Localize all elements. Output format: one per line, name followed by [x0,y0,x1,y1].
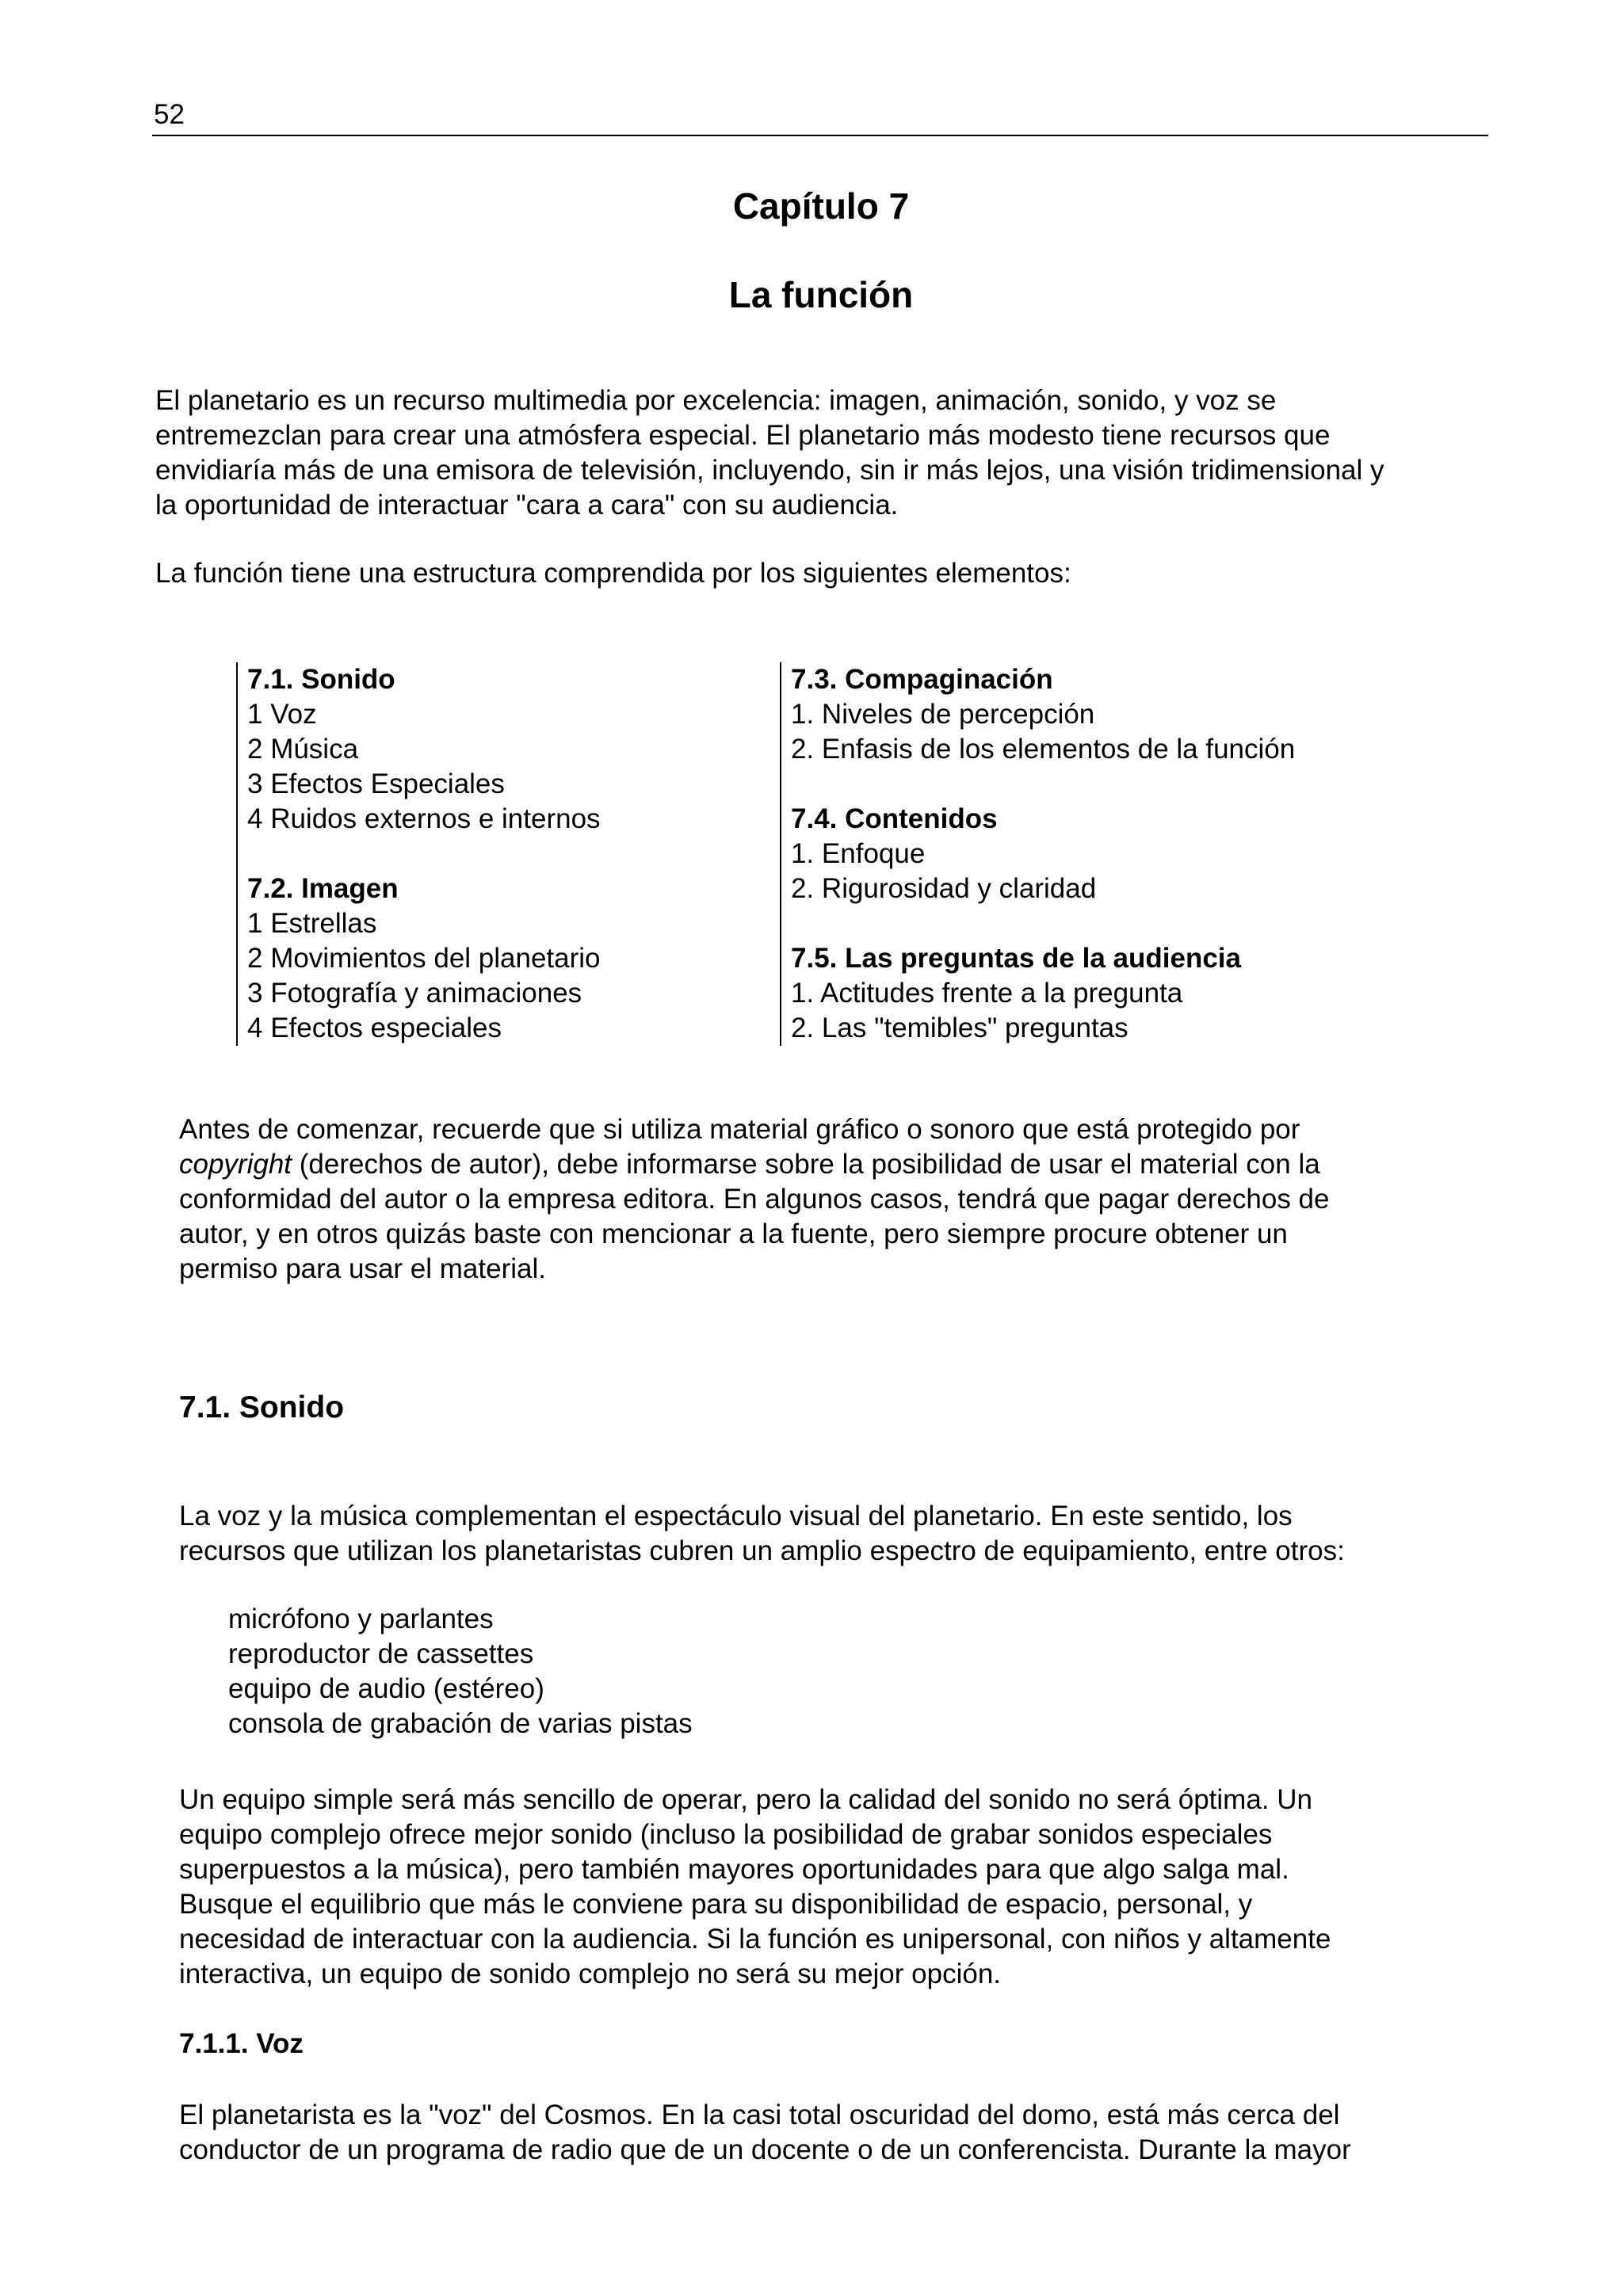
toc-section-title: 7.2. Imagen [247,873,399,904]
toc-item: 1. Actitudes frente a la pregunta [791,978,1183,1009]
toc-item: 2 Música [247,734,359,765]
text-line: Un equipo simple será más sencillo de operar, pero la calidad del sonido no será óptima. Un [179,1784,1312,1815]
copyright-term: copyright [179,1149,292,1180]
sound-paragraph [179,1499,1518,1569]
toc-section-title: 7.1. Sonido [247,664,395,695]
text-line: El planetario es un recurso multimedia por excelencia: imagen, animación, sonido, y voz se [155,385,1277,416]
text-line: conformidad del autor o la empresa editora. En algunos casos, tendrá que pagar derechos de [179,1184,1330,1215]
toc-spacer [791,906,1393,941]
list-item: equipo de audio (estéreo) [228,1673,544,1704]
toc-item: 2. Enfasis de los elementos de la función [791,734,1296,765]
list-item: reproductor de cassettes [228,1638,534,1669]
structure-intro [155,556,1503,591]
toc-section-title: 7.4. Contenidos [791,803,998,834]
text-line: superpuestos a la música), pero también mayores oportunidades para que algo salga mal. [179,1854,1289,1885]
text-line: Antes de comenzar, recuerde que si utiliza material gráfico o sonoro que está protegido por [179,1114,1300,1145]
toc-section-title: 7.3. Compaginación [791,664,1053,695]
toc-item: 4 Ruidos externos e internos [247,803,601,834]
list-item: micrófono y parlantes [228,1604,494,1634]
toc-item: 2. Rigurosidad y claridad [791,873,1097,904]
text-line: recursos que utilizan los planetaristas cubren un amplio espectro de equipamiento, entre otros: [179,1535,1345,1566]
equipment-paragraph [179,1783,1518,1992]
subsection-heading: 7.1.1. Voz [179,2028,304,2059]
toc-right-column [780,662,1393,1046]
text-line: permiso para usar el material. [179,1253,546,1284]
toc-item: 4 Efectos especiales [247,1013,502,1043]
intro-paragraph [155,383,1503,523]
toc-item: 1. Enfoque [791,838,926,869]
text-line: necesidad de interactuar con la audiencia. Si la función es unipersonal, con niños y altamente [179,1924,1331,1955]
toc-item: 3 Efectos Especiales [247,769,505,799]
text-line [179,1147,1510,1182]
page-number: 52 [154,99,185,130]
text-line: envidiaría más de una emisora de televisión, incluyendo, sin ir más lejos, una visión tridimensional y [155,455,1384,486]
toc-item: 1 Voz [247,699,317,730]
toc-spacer [247,837,762,871]
header-rule [152,135,1488,136]
text-line: autor, y en otros quizás baste con mencionar a la fuente, pero siempre procure obtener un [179,1219,1288,1249]
section-heading: 7.1. Sonido [179,1390,345,1425]
text-line: El planetarista es la "voz" del Cosmos. En la casi total oscuridad del domo, está más cerca del [179,2100,1340,2130]
text-line: La función tiene una estructura comprendida por los siguientes elementos: [155,558,1071,589]
toc-item: 2 Movimientos del planetario [247,943,601,974]
chapter-label: Capítulo 7 [732,185,910,227]
equipment-list [228,1602,693,1741]
toc-item: 3 Fotografía y animaciones [247,978,582,1009]
toc-item: 2. Las "temibles" preguntas [791,1013,1128,1043]
text-span: (derechos de autor), debe informarse sobre la posibilidad de usar el material con la [292,1149,1320,1180]
toc-item: 1 Estrellas [247,908,377,939]
toc-section-title: 7.5. Las preguntas de la audiencia [791,943,1241,974]
voice-paragraph [179,2098,1518,2168]
text-line: equipo complejo ofrece mejor sonido (incluso la posibilidad de grabar sonidos especiales [179,1819,1273,1850]
toc-left-column [236,662,762,1046]
text-line: entremezclan para crear una atmósfera especial. El planetario más modesto tiene recursos que [155,420,1331,451]
toc-item: 1. Niveles de percepción [791,699,1095,730]
chapter-title: La función [728,274,914,315]
text-line: conductor de un programa de radio que de un docente o de un conferencista. Durante la mayor [179,2134,1351,2165]
text-line: Busque el equilibrio que más le conviene para su disponibilidad de espacio, personal, y [179,1889,1253,1920]
text-line: la oportunidad de interactuar "cara a cara" con su audiencia. [155,490,899,521]
list-item: consola de grabación de varias pistas [228,1708,693,1739]
copyright-paragraph [179,1112,1510,1287]
text-line: La voz y la música complementan el espectáculo visual del planetario. En este sentido, los [179,1501,1293,1531]
toc-spacer [791,767,1393,802]
text-line: interactiva, un equipo de sonido complejo no será su mejor opción. [179,1958,1002,1989]
